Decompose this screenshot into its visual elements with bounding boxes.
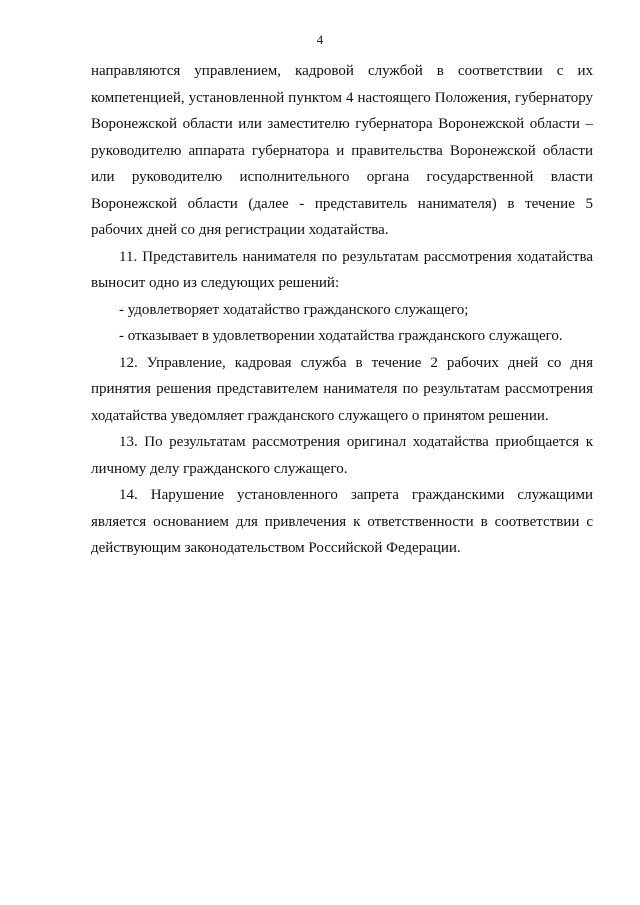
document-body bbox=[91, 58, 593, 562]
list-item-reject: - отказывает в удовлетворении ходатайства гражданского служащего. bbox=[119, 328, 563, 344]
paragraph-12: 12. Управление, кадровая служба в течение 2 рабочих дней со дня принятия решения представителем нанимателя по результатам рассмотрения ходатайства уведомляет гражданского служащего о принятом решении. bbox=[91, 354, 593, 424]
list-item-approve: - удовлетворяет ходатайство гражданского служащего; bbox=[119, 301, 469, 318]
paragraph-continuation: направляются управлением, кадровой службой в соответствии с их компетенцией, установленной пунктом 4 настоящего Положения, губернатору Воронежской области или заместителю губернатора Воронежской области – руководителю аппарата губернатора и правительства Воронежской области или руководителю исполнительного органа государственной власти Воронежской области (далее - представитель нанимателя) в течение 5 рабочих дней со дня регистрации ходатайства. bbox=[91, 63, 593, 238]
paragraph-11: 11. Представитель нанимателя по результатам рассмотрения ходатайства выносит одно из следующих решений: bbox=[91, 248, 593, 291]
page-number: 4 bbox=[316, 32, 324, 47]
paragraph-13: 13. По результатам рассмотрения оригинал ходатайства приобщается к личному делу гражданского служащего. bbox=[91, 434, 593, 477]
paragraph-14: 14. Нарушение установленного запрета гражданскими служащими является основанием для привлечения к ответственности в соответствии с действующим законодательством Российской Федерации. bbox=[91, 487, 593, 556]
